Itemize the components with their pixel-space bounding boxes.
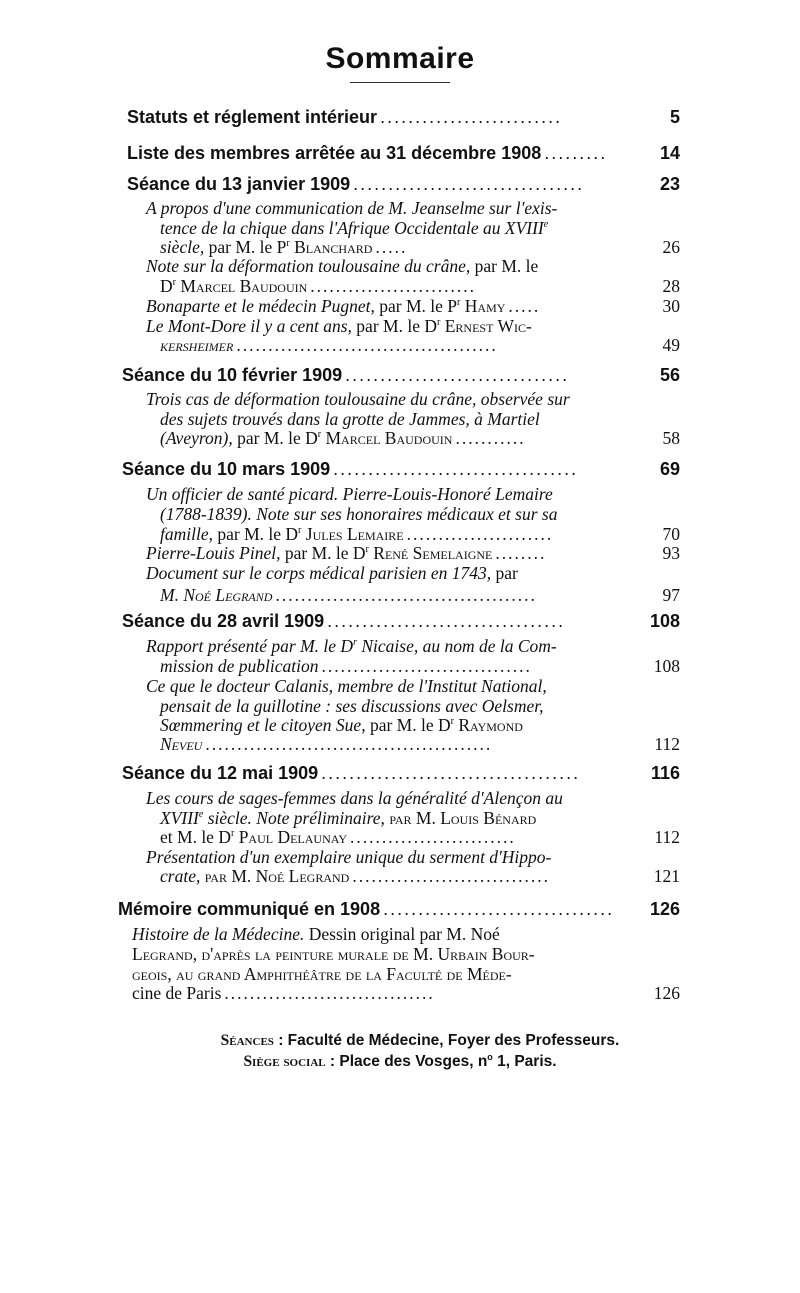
footer-siege-social <box>0 1052 800 1071</box>
toc-entry-histoire-medecine[interactable] <box>132 924 632 945</box>
entry-author <box>385 808 536 828</box>
page-number: 116 <box>650 763 680 783</box>
superscript: r <box>365 544 369 556</box>
superscript: e <box>543 219 549 231</box>
leader-dots: ..................................... <box>321 763 581 783</box>
page-number: 56 <box>659 365 680 385</box>
entry-text <box>132 924 500 945</box>
toc-entry-mont-dore[interactable] <box>146 316 626 337</box>
toc-entry-calanis[interactable] <box>160 715 680 736</box>
leader-dots: ........... <box>455 428 526 448</box>
footer-label: Siège social <box>243 1053 326 1071</box>
entry-text: Trois cas de déformation toulousaine du crâne, observée sur <box>146 389 570 409</box>
entry-text <box>160 827 347 848</box>
page-number: 126 <box>649 899 680 919</box>
toc-section-memoire-1908[interactable] <box>118 899 627 920</box>
entry-text-part: crate, <box>160 866 201 886</box>
entry-text <box>160 237 372 258</box>
leader-dots: ................................. <box>353 174 585 194</box>
entry-author-prefix: par M. le P <box>374 296 458 316</box>
leader-dots: ................................ <box>345 365 570 385</box>
entry-text-part: Bonaparte et le médecin Pugnet, <box>146 296 375 316</box>
entry-author: Ernest Wic- <box>440 316 532 336</box>
superscript: r <box>457 297 461 309</box>
entry-author-name: par M. Louis Bénard <box>384 808 537 828</box>
entry-text: Présentation d'un exemplaire unique du serment d'Hippo- <box>146 847 552 867</box>
section-title: Séance du 28 avril 1909 <box>122 611 325 631</box>
entry-author-prefix: par M. le D <box>280 543 366 563</box>
toc-page-number <box>640 365 680 386</box>
toc-section-seance-28-avril[interactable] <box>122 611 627 632</box>
toc-entry-bonaparte[interactable] <box>146 296 680 317</box>
footer-seances <box>0 1032 800 1050</box>
superscript: r <box>172 277 176 289</box>
entry-text <box>160 218 548 239</box>
leader-dots: ..... <box>508 296 541 316</box>
page-number: 26 <box>662 237 680 257</box>
entry-text <box>160 866 349 887</box>
entry-text-part: D <box>160 276 173 296</box>
leader-dots: ................................. <box>224 983 435 1003</box>
entry-author: M. Noé Legrand <box>160 585 273 605</box>
leader-dots: ..... <box>375 237 408 257</box>
entry-text-part: Document sur le corps médical parisien en 1743, <box>146 563 492 583</box>
entry-author-prefix: et M. le D <box>160 827 231 847</box>
entry-author-prefix: par M. le P <box>204 237 287 257</box>
section-title: Séance du 12 mai 1909 <box>122 763 319 783</box>
entry-author <box>200 866 349 886</box>
toc-entry-serment-hippocrate[interactable] <box>160 866 680 887</box>
entry-text <box>160 808 536 829</box>
leader-dots: ............................................. <box>205 734 493 754</box>
entry-author: Marcel Baudouin <box>175 276 308 296</box>
page-number: 108 <box>649 611 680 631</box>
entry-author: Paul Delaunay <box>234 827 347 847</box>
toc-section-seance-10-mars[interactable] <box>122 459 627 480</box>
toc-entry-document-corps-medical[interactable] <box>146 563 626 584</box>
page-number: 14 <box>659 143 680 163</box>
entry-text-part: (Aveyron), <box>160 428 233 448</box>
toc-entry-continuation <box>160 585 680 606</box>
entry-text <box>160 276 307 297</box>
page-number: 93 <box>662 543 680 563</box>
toc-entry-rapport[interactable] <box>146 636 626 657</box>
section-title: Liste des membres arrêtée au 31 décembre 1908 <box>127 143 542 163</box>
page-number: 70 <box>662 524 680 544</box>
toc-entry-continuation <box>160 734 680 755</box>
toc-section-seance-12-mai[interactable] <box>122 763 627 784</box>
page-title: Sommaire <box>325 42 475 75</box>
entry-text-part: Rapport présenté par M. le D <box>146 636 354 656</box>
entry-author: Marcel Baudouin <box>321 428 453 448</box>
toc-entry-continuation <box>160 335 680 356</box>
toc-section-liste-membres[interactable] <box>127 143 627 164</box>
page-number: 28 <box>662 276 680 296</box>
leader-dots: .......................... <box>310 276 477 296</box>
entry-author: Jules Lemaire <box>301 524 404 544</box>
section-title: Séance du 10 février 1909 <box>122 365 343 385</box>
leader-dots: .................................. <box>327 611 566 631</box>
entry-text-part: siècle. Note préliminaire, <box>203 808 385 828</box>
page-number: 69 <box>659 459 680 479</box>
entry-text <box>160 524 404 545</box>
entry-author-prefix: par M. le D <box>351 316 437 336</box>
toc-page-number <box>640 107 680 128</box>
entry-author: René Semelaigne <box>368 543 493 563</box>
entry-author-prefix: par <box>491 563 518 583</box>
entry-text <box>146 636 557 657</box>
toc-entry-note-deformation[interactable] <box>146 256 626 277</box>
section-title: Séance du 13 janvier 1909 <box>127 174 351 194</box>
section-title: Mémoire communiqué en 1908 <box>118 899 381 919</box>
toc-section-statuts[interactable] <box>127 107 627 128</box>
leader-dots: ................................... <box>333 459 579 479</box>
entry-text <box>146 543 492 564</box>
entry-text-part: Histoire de la Médecine. <box>132 924 305 944</box>
leader-dots: ......................................... <box>275 585 537 605</box>
entry-text: des sujets trouvés dans la grotte de Jammes, à Martiel <box>160 409 540 429</box>
entry-text-part: famille, <box>160 524 213 544</box>
toc-entry-continuation <box>132 983 680 1004</box>
footer-text: : Faculté de Médecine, Foyer des Professeurs. <box>273 1032 620 1049</box>
footer-label: Séances <box>220 1032 274 1049</box>
leader-dots: ........ <box>495 543 547 563</box>
page-number: 5 <box>669 107 680 127</box>
entry-text <box>146 563 518 584</box>
entry-text-part: Nicaise, au nom de la Com- <box>356 636 557 656</box>
entry-text: Un officier de santé picard. Pierre-Louis-Honoré Lemaire <box>146 484 553 504</box>
entry-text: Ce que le docteur Calanis, membre de l'Institut National, <box>146 676 547 696</box>
leader-dots: ................................. <box>321 656 532 676</box>
entry-author-prefix: par M. le D <box>232 428 318 448</box>
entry-text: pensait de la guillotine : ses discussions avec Oelsmer, <box>160 696 544 716</box>
toc-entry-chique[interactable] <box>160 237 680 258</box>
superscript: r <box>230 828 235 840</box>
page-number: 126 <box>653 983 680 1003</box>
entry-text-part: Pierre-Louis Pinel, <box>146 543 281 563</box>
entry-text-part: XVIII <box>160 808 199 828</box>
section-title: Séance du 10 mars 1909 <box>122 459 331 479</box>
entry-text: (1788-1839). Note sur ses honoraires médicaux et sur sa <box>160 504 558 524</box>
entry-text-part: Note sur la déformation toulousaine du crâne, <box>146 256 471 276</box>
superscript: r <box>450 716 454 728</box>
entry-author: Hamy <box>460 296 506 316</box>
leader-dots: ......... <box>544 143 608 163</box>
toc-page-number <box>640 459 680 480</box>
entry-text-part: tence de la chique dans l'Afrique Occidentale au XVIII <box>160 218 544 238</box>
entry-author: kersheimer <box>160 335 234 355</box>
entry-text-part: Dessin original par M. Noé <box>304 924 500 944</box>
toc-entry-continuation <box>160 276 680 297</box>
entry-text: mission de publication <box>160 656 319 676</box>
superscript: r <box>317 429 322 441</box>
entry-text-part: siècle, <box>160 237 205 257</box>
entry-text-part: Le Mont-Dore il y a cent ans, <box>146 316 352 336</box>
leader-dots: ................................. <box>383 899 615 919</box>
entry-text: A propos d'une communication de M. Jeanselme sur l'exis- <box>146 198 558 218</box>
toc-page-number <box>640 174 680 195</box>
title-rule <box>350 82 450 83</box>
superscript: r <box>298 525 302 537</box>
leader-dots: .......................... <box>349 827 516 847</box>
entry-author-prefix: par M. le <box>470 256 539 276</box>
entry-text <box>160 715 523 736</box>
footer-text: 1, Paris. <box>492 1053 557 1071</box>
superscript: o <box>487 1052 493 1062</box>
entry-text-part: Sœmmering et le citoyen Sue, <box>160 715 366 735</box>
entry-author-name: par M. Noé Legrand <box>200 866 350 886</box>
entry-author: Neveu <box>160 734 203 754</box>
toc-page-number <box>640 899 680 920</box>
entry-text: cine de Paris <box>132 983 222 1003</box>
entry-author-prefix: par M. le D <box>212 524 299 544</box>
superscript: e <box>198 809 204 821</box>
section-title: Statuts et réglement intérieur <box>127 107 378 127</box>
toc-entry-officier-sante[interactable] <box>160 524 680 545</box>
entry-author: Raymond <box>453 715 523 735</box>
toc-entry-sages-femmes[interactable] <box>160 827 680 848</box>
page-number: 58 <box>662 428 680 448</box>
footer-text: : Place des Vosges, n <box>325 1053 488 1071</box>
superscript: r <box>286 238 290 250</box>
leader-dots: ....................... <box>406 524 554 544</box>
entry-text: Legrand, d'après la peinture murale de M. Urbain Bour- <box>132 944 535 964</box>
toc-section-seance-10-fevrier[interactable] <box>122 365 627 386</box>
page-number: 112 <box>654 827 680 847</box>
entry-text <box>160 428 452 449</box>
leader-dots: ............................... <box>352 866 550 886</box>
page-number: 112 <box>654 734 680 754</box>
entry-text <box>146 296 505 317</box>
entry-text <box>146 256 538 277</box>
page-number: 97 <box>662 585 680 605</box>
superscript: r <box>436 317 441 329</box>
toc-page-number <box>640 763 680 784</box>
page-number: 108 <box>653 656 680 676</box>
page-number: 23 <box>659 174 680 194</box>
entry-text: Les cours de sages-femmes dans la généralité d'Alençon au <box>146 788 563 808</box>
toc-entry-trois-cas[interactable] <box>160 428 680 449</box>
leader-dots: .......................... <box>380 107 563 127</box>
toc-section-seance-13-janvier[interactable] <box>127 174 627 195</box>
entry-text <box>146 316 532 337</box>
superscript: r <box>353 637 357 649</box>
page-number: 30 <box>662 296 680 316</box>
entry-author-prefix: par M. le D <box>365 715 451 735</box>
page-number: 49 <box>662 335 680 355</box>
toc-entry-pinel[interactable] <box>146 543 680 564</box>
entry-text: geois, au grand Amphithéâtre de la Faculté de Méde- <box>132 964 512 984</box>
leader-dots: ......................................... <box>236 335 498 355</box>
toc-entry-continuation <box>160 656 680 677</box>
toc-page-number <box>640 143 680 164</box>
page-number: 121 <box>653 866 680 886</box>
toc-page-number <box>640 611 680 632</box>
entry-author: Blanchard <box>289 237 373 257</box>
